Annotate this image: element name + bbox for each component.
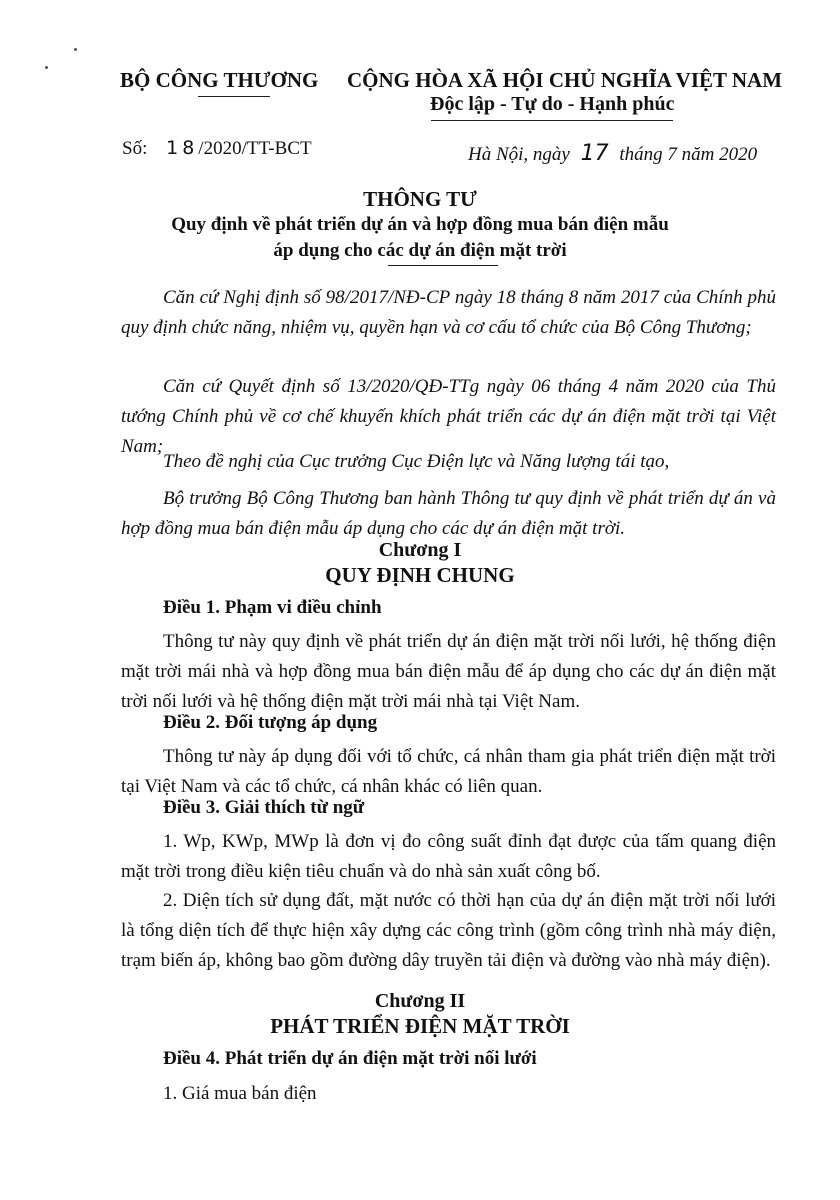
issue-date [468, 141, 757, 166]
chapter-2-title: PHÁT TRIỂN ĐIỆN MẶT TRỜI [270, 1014, 570, 1038]
handwritten-day: 17 [580, 141, 609, 166]
date-suffix: tháng 7 năm 2020 [619, 144, 758, 165]
article-3-item-1: 1. Wp, KWp, MWp là đơn vị đo công suất đỉnh đạt được của tấm quang điện mặt trời trong điều kiện tiêu chuẩn và do nhà sản xuất công bố. [121, 831, 776, 882]
national-motto: Độc lập - Tự do - Hạnh phúc [430, 93, 675, 115]
article-4-heading: Điều 4. Phát triển dự án điện mặt trời nối lưới [163, 1048, 537, 1069]
date-prefix: Hà Nội, ngày [468, 144, 570, 165]
chapter-1-title: QUY ĐỊNH CHUNG [325, 563, 515, 587]
ministry-underline [198, 96, 270, 97]
article-1-heading: Điều 1. Phạm vi điều chỉnh [163, 597, 382, 618]
number-label: Số: [122, 138, 148, 159]
article-2-heading: Điều 2. Đối tượng áp dụng [163, 712, 378, 733]
title-line-2: áp dụng cho các dự án điện mặt trời [273, 240, 567, 261]
document-type: THÔNG TƯ [363, 187, 477, 211]
preamble-4: Bộ trưởng Bộ Công Thương ban hành Thông tư quy định về phát triển dự án và hợp đồng mua bán điện mẫu áp dụng cho các dự án điện mặt trời. [121, 488, 776, 539]
article-4-item-1: 1. Giá mua bán điện [163, 1083, 317, 1104]
preamble-1: Căn cứ Nghị định số 98/2017/NĐ-CP ngày 18 tháng 8 năm 2017 của Chính phủ quy định chức năng, nhiệm vụ, quyền hạn và cơ cấu tổ chức của Bộ Công Thương; [121, 287, 776, 338]
scan-speck [45, 66, 48, 69]
article-3-heading: Điều 3. Giải thích từ ngữ [163, 797, 365, 818]
scan-speck [74, 48, 77, 51]
number-suffix: /2020/TT-BCT [198, 138, 312, 159]
preamble-2: Căn cứ Quyết định số 13/2020/QĐ-TTg ngày 06 tháng 4 năm 2020 của Thủ tướng Chính phủ về cơ chế khuyến khích phát triển các dự án điện mặt trời tại Việt Nam; [121, 376, 776, 457]
title-underline [388, 265, 498, 266]
title-line-1: Quy định về phát triển dự án và hợp đồng mua bán điện mẫu [171, 214, 669, 235]
motto-underline [431, 120, 673, 121]
handwritten-number: 18 [166, 137, 199, 159]
preamble-3: Theo đề nghị của Cục trưởng Cục Điện lực và Năng lượng tái tạo, [163, 451, 670, 472]
article-3-item-2: 2. Diện tích sử dụng đất, mặt nước có thời hạn của dự án điện mặt trời nối lưới là tổng diện tích để thực hiện xây dựng các công trình (gồm công trình nhà máy điện, trạm biến áp, không bao gồm đường dây truyền tải điện và đường vào nhà máy điện). [121, 890, 776, 971]
article-2-body: Thông tư này áp dụng đối với tổ chức, cá nhân tham gia phát triển điện mặt trời tại Việt Nam và các tổ chức, cá nhân khác có liên quan. [121, 746, 776, 797]
article-1-body: Thông tư này quy định về phát triển dự án điện mặt trời nối lưới, hệ thống điện mặt trời mái nhà và hợp đồng mua bán điện mẫu để áp dụng cho các dự án điện mặt trời nối lưới và hệ thống điện mặt trời mái nhà tại Việt Nam. [121, 631, 776, 712]
document-number [122, 137, 312, 160]
country-name: CỘNG HÒA XÃ HỘI CHỦ NGHĨA VIỆT NAM [347, 68, 783, 92]
ministry-name: BỘ CÔNG THƯƠNG [120, 68, 319, 92]
chapter-1-label: Chương I [378, 539, 462, 561]
chapter-2-label: Chương II [374, 990, 466, 1012]
